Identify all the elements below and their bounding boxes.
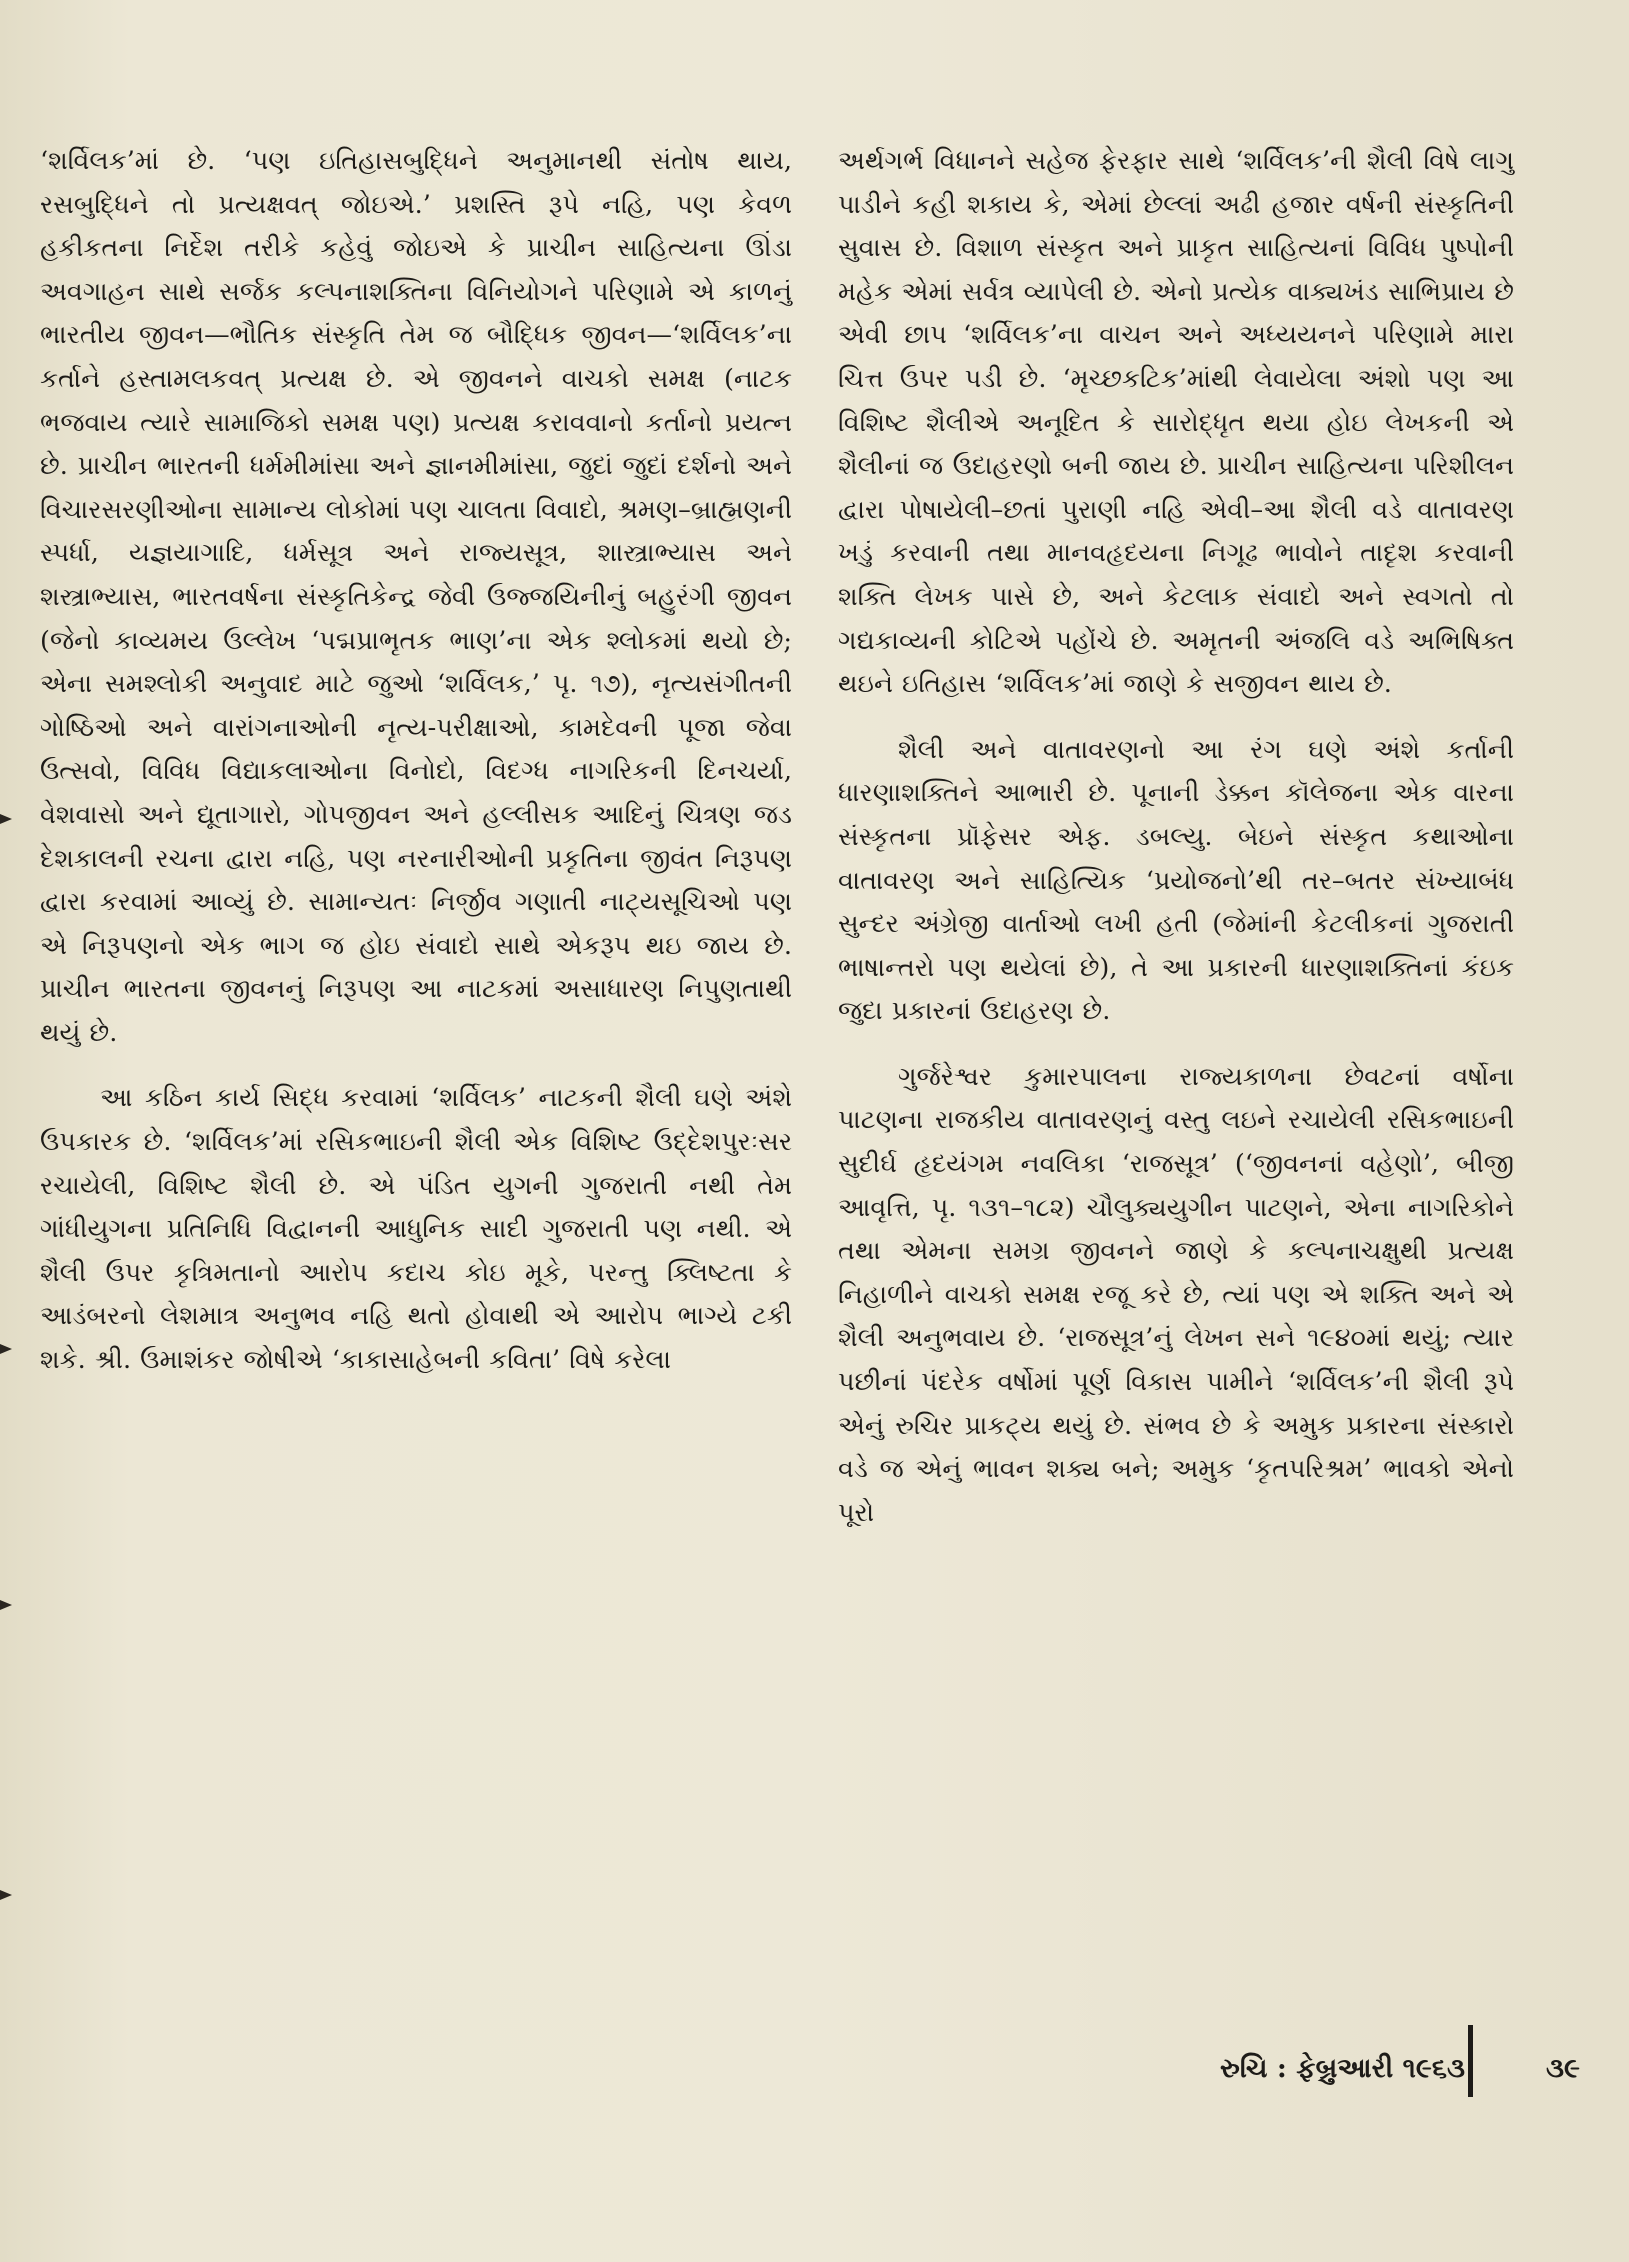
left-column — [40, 140, 792, 1383]
margin-mark — [0, 1342, 14, 1356]
left-paragraph-2: આ કઠિન કાર્ય સિદ્ધ કરવામાં ‘શર્વિલક’ નાટકની શૈલી ઘણે અંશે ઉપકારક છે. ‘શર્વિલક’માં રસિકભાઇની શૈલી એક વિશિષ્ટ ઉદ્દેશપુરઃસર રચાયેલી, વિશિષ્ટ શૈલી છે. એ પંડિત યુગની ગુજરાતી નથી તેમ ગાંધીયુગના પ્રતિનિધિ વિદ્વાનની આધુનિક સાદી ગુજરાતી પણ નથી. એ શૈલી ઉપર કૃત્રિમતાનો આરોપ કદાચ કોઇ મૂકે, પરન્તુ ક્લિષ્ટતા કે આડંબરનો લેશમાત્ર અનુભવ નહિ થતો હોવાથી એ આરોપ ભાગ્યે ટકી શકે. શ્રી. ઉમાશંકર જોષીએ ‘કાકાસાહેબની કવિતા’ વિષે કરેલા — [40, 1083, 792, 1376]
margin-mark — [0, 812, 14, 826]
footer-divider — [1468, 2025, 1473, 2097]
left-paragraph-1: ‘શર્વિલક’માં છે. ‘પણ ઇતિહાસબુદ્ધિને અનુમાનથી સંતોષ થાય, રસબુદ્ધિને તો પ્રત્યક્ષવત્ જોઇએ.’ પ્રશસ્તિ રૂપે નહિ, પણ કેવળ હકીકતના નિર્દેશ તરીકે કહેવું જોઇએ કે પ્રાચીન સાહિત્યના ઊંડા અવગાહન સાથે સર્જક કલ્પનાશક્તિના વિનિયોગને પરિણામે એ કાળનું ભારતીય જીવન—ભૌતિક સંસ્કૃતિ તેમ જ બૌદ્ધિક જીવન—‘શર્વિલક’ના કર્તાને હસ્તામલકવત્ પ્રત્યક્ષ છે. એ જીવનને વાચકો સમક્ષ (નાટક ભજવાય ત્યારે સામાજિકો સમક્ષ પણ) પ્રત્યક્ષ કરાવવાનો કર્તાનો પ્રયત્ન છે. પ્રાચીન ભારતની ધર્મમીમાંસા અને જ્ઞાનમીમાંસા, જુદાં જુદાં દર્શનો અને વિચારસરણીઓના સામાન્ય લોકોમાં પણ ચાલતા વિવાદો, શ્રમણ–બ્રાહ્મણની સ્પર્ધા, યજ્ઞયાગાદિ, ધર્મસૂત્ર અને રાજ્યસૂત્ર, શાસ્ત્રાભ્યાસ અને શસ્ત્રાભ્યાસ, ભારતવર્ષના સંસ્કૃતિકેન્દ્ર જેવી ઉજ્જયિનીનું બહુરંગી જીવન (જેનો કાવ્યમય ઉલ્લેખ ‘પદ્મપ્રાભૃતક ભાણ’ના એક શ્લોકમાં થયો છે; એના સમશ્લોકી અનુવાદ માટે જુઓ ‘શર્વિલક,’ પૃ. ૧૭), નૃત્યસંગીતની ગોષ્ઠિઓ અને વારાંગનાઓની નૃત્ય-પરીક્ષાઓ, કામદેવની પૂજા જેવા ઉત્સવો, વિવિધ વિદ્યાકલાઓના વિનોદો, વિદગ્ધ નાગરિકની દિનચર્યા, વેશવાસો અને દ્યૂતાગારો, ગોપજીવન અને હલ્લીસક આદિનું ચિત્રણ જડ દેશકાલની રચના દ્વારા નહિ, પણ નરનારીઓની પ્રકૃતિના જીવંત નિરૂપણ દ્વારા કરવામાં આવ્યું છે. સામાન્યતઃ નિર્જીવ ગણાતી નાટ્યસૂચિઓ પણ એ નિરૂપણનો એક ભાગ જ હોઇ સંવાદો સાથે એકરૂપ થઇ જાય છે. પ્રાચીન ભારતના જીવનનું નિરૂપણ આ નાટકમાં અસાધારણ નિપુણતાથી થયું છે. — [40, 146, 792, 1048]
right-paragraph-1: અર્થગર્ભ વિધાનને સહેજ ફેરફાર સાથે ‘શર્વિલક’ની શૈલી વિષે લાગુ પાડીને કહી શકાય કે, એમાં છેલ્લાં અઢી હજાર વર્ષની સંસ્કૃતિની સુવાસ છે. વિશાળ સંસ્કૃત અને પ્રાકૃત સાહિત્યનાં વિવિધ પુષ્પોની મહેક એમાં સર્વત્ર વ્યાપેલી છે. એનો પ્રત્યેક વાક્યખંડ સાભિપ્રાય છે એવી છાપ ‘શર્વિલક’ના વાચન અને અધ્યયનને પરિણામે મારા ચિત્ત ઉપર પડી છે. ‘મૃચ્છકટિક’માંથી લેવાયેલા અંશો પણ આ વિશિષ્ટ શૈલીએ અનૂદિત કે સારોદ્ધૃત થયા હોઇ લેખકની એ શૈલીનાં જ ઉદાહરણો બની જાય છે. પ્રાચીન સાહિત્યના પરિશીલન દ્વારા પોષાયેલી–છતાં પુરાણી નહિ એવી–આ શૈલી વડે વાતાવરણ ખડું કરવાની તથા માનવહૃદયના નિગૂઢ ભાવોને તાદૃશ કરવાની શક્તિ લેખક પાસે છે, અને કેટલાક સંવાદો અને સ્વગતો તો ગદ્યકાવ્યની કોટિએ પહોંચે છે. અમૃતની અંજલિ વડે અભિષિક્ત થઇને ઇતિહાસ ‘શર્વિલક’માં જાણે કે સજીવન થાય છે. — [838, 146, 1514, 700]
right-column — [838, 140, 1514, 1535]
page-number: ૩૯ — [1546, 2053, 1580, 2084]
margin-mark — [0, 1598, 14, 1612]
right-paragraph-3: ગુર્જરેશ્વર કુમારપાલના રાજ્યકાળના છેવટનાં વર્ષોના પાટણના રાજકીય વાતાવરણનું વસ્તુ લઇને રચાયેલી રસિકભાઇની સુદીર્ઘ હૃદયંગમ નવલિકા ‘રાજસૂત્ર’ (‘જીવનનાં વહેણો’, બીજી આવૃત્તિ, પૃ. ૧૩૧–૧૮૨) ચૌલુક્યયુગીન પાટણને, એના નાગરિકોને તથા એમના સમગ્ર જીવનને જાણે કે કલ્પનાચક્ષુથી પ્રત્યક્ષ નિહાળીને વાચકો સમક્ષ રજૂ કરે છે, ત્યાં પણ એ શક્તિ અને એ શૈલી અનુભવાય છે. ‘રાજસૂત્ર’નું લેખન સને ૧૯૪૦માં થયું; ત્યાર પછીનાં પંદરેક વર્ષોમાં પૂર્ણ વિકાસ પામીને ‘શર્વિલક’ની શૈલી રૂપે એનું રુચિર પ્રાકટ્ય થયું છે. સંભવ છે કે અમુક પ્રકારના સંસ્કારો વડે જ એનું ભાવન શક્ય બને; અમુક ‘કૃતપરિશ્રમ’ ભાવકો એનો પૂરો — [838, 1061, 1514, 1528]
page-footer — [1110, 2025, 1610, 2105]
right-paragraph-2: શૈલી અને વાતાવરણનો આ રંગ ઘણે અંશે કર્તાની ધારણાશક્તિને આભારી છે. પૂનાની ડેક્કન કૉલેજના એક વારના સંસ્કૃતના પ્રૉફેસર એફ. ડબલ્યુ. બેઇને સંસ્કૃત કથાઓના વાતાવરણ અને સાહિત્યિક ‘પ્રયોજનો’થી તર–બતર સંખ્યાબંધ સુન્દર અંગ્રેજી વાર્તાઓ લખી હતી (જેમાંની કેટલીકનાં ગુજરાતી ભાષાન્તરો પણ થયેલાં છે), તે આ પ્રકારની ધારણાશક્તિનાં કંઇક જુદા પ્રકારનાં ઉદાહરણ છે. — [838, 734, 1514, 1027]
margin-mark — [0, 1888, 14, 1902]
footer-journal-label: રુચિ : ફેબ્રુઆરી ૧૯૬૩ — [1220, 2053, 1465, 2084]
